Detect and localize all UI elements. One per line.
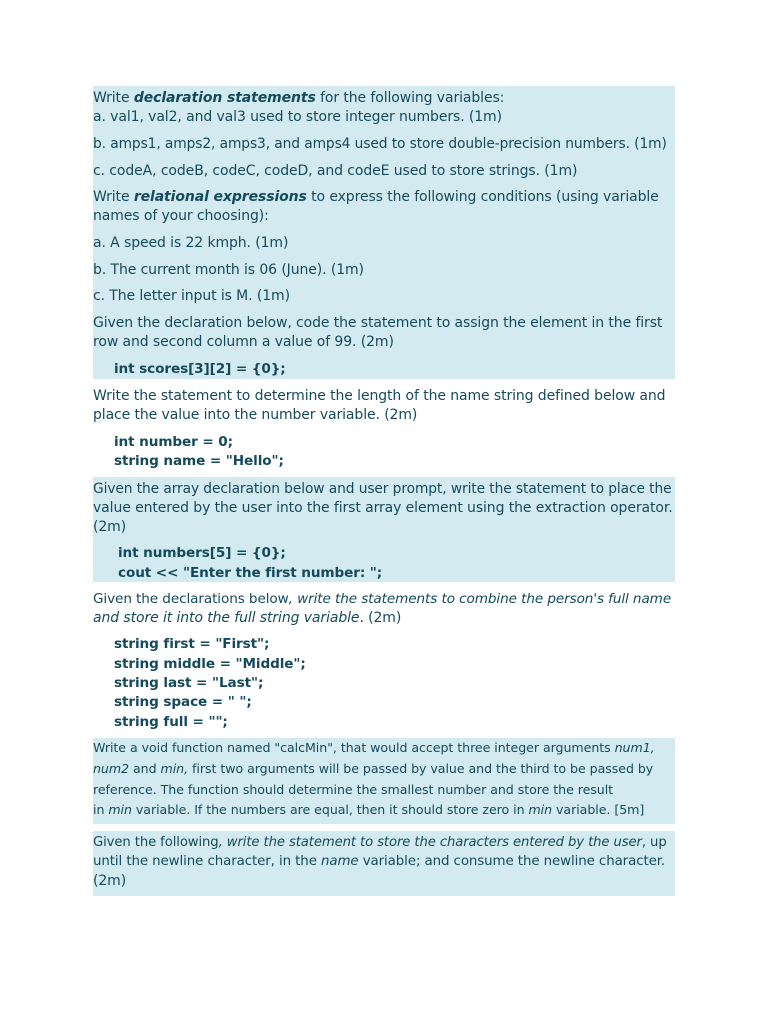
q5-line-2: value entered by the user into the first array element using the extraction operator.	[93, 500, 673, 516]
q8-line-2: until the newline character, in the name variable; and consume the newline character.	[93, 854, 666, 869]
question-block-full-name	[93, 582, 675, 738]
q7-line-3: reference. The function should determine the smallest number and store the result	[93, 782, 614, 797]
q7-line-2: num2 and min, first two arguments will be passed by value and the third to be passed by	[93, 761, 654, 776]
q8-line-1: Given the following, write the statement to store the characters entered by the user, up	[93, 835, 667, 850]
q6-code-line: string middle = "Middle";	[114, 656, 306, 672]
q4-code-line: string name = "Hello";	[114, 453, 284, 469]
q1-intro: Write declaration statements for the following variables:	[93, 90, 505, 106]
q1-item-c: c. codeA, codeB, codeC, codeD, and codeE used to store strings. (1m)	[93, 163, 578, 179]
q5-code-line: cout << "Enter the first number: ";	[118, 565, 383, 581]
q3-line-2: row and second column a value of 99. (2m)	[93, 334, 394, 350]
q4-code-line: int number = 0;	[114, 434, 233, 450]
q8-line-3: (2m)	[93, 873, 127, 889]
q2-item-b: b. The current month is 06 (June). (1m)	[93, 262, 364, 278]
q2-intro: Write relational expressions to express the following conditions (using variable	[93, 189, 659, 205]
q6-code-line: string space = " ";	[114, 694, 252, 710]
question-block-calcmin	[93, 738, 675, 824]
q3-line-1: Given the declaration below, code the statement to assign the element in the first	[93, 315, 663, 331]
q7-line-1: Write a void function named "calcMin", that would accept three integer arguments num1,	[93, 740, 655, 755]
q6-code-line: string last = "Last";	[114, 675, 264, 691]
q1-item-a: a. val1, val2, and val3 used to store integer numbers. (1m)	[93, 109, 502, 125]
question-block-getline	[93, 831, 675, 896]
question-block-array-extraction	[93, 477, 675, 582]
q6-code-line: string full = "";	[114, 714, 228, 730]
q4-line-2: place the value into the number variable. (2m)	[93, 407, 418, 423]
q5-code-line: int numbers[5] = {0};	[118, 545, 286, 561]
q7-line-4: in min variable. If the numbers are equal, then it should store zero in min variable. [5m]	[93, 802, 645, 817]
q5-line-1: Given the array declaration below and user prompt, write the statement to place the	[93, 481, 672, 497]
question-block-string-length	[93, 379, 675, 477]
q3-code-line: int scores[3][2] = {0};	[114, 361, 286, 377]
document-page	[93, 86, 675, 896]
q2-item-c: c. The letter input is M. (1m)	[93, 288, 290, 304]
q5-line-3: (2m)	[93, 519, 127, 535]
q2-intro-cont: names of your choosing):	[93, 208, 269, 224]
q4-line-1: Write the statement to determine the length of the name string defined below and	[93, 388, 666, 404]
q6-line-1: Given the declarations below, write the statements to combine the person's full name	[93, 591, 672, 607]
q2-item-a: a. A speed is 22 kmph. (1m)	[93, 235, 289, 251]
q1-item-b: b. amps1, amps2, amps3, and amps4 used to store double-precision numbers. (1m)	[93, 136, 667, 152]
q6-line-2: and store it into the full string variable. (2m)	[93, 610, 402, 626]
question-block-declarations-relational-scores	[93, 86, 675, 379]
q6-code-line: string first = "First";	[114, 636, 270, 652]
